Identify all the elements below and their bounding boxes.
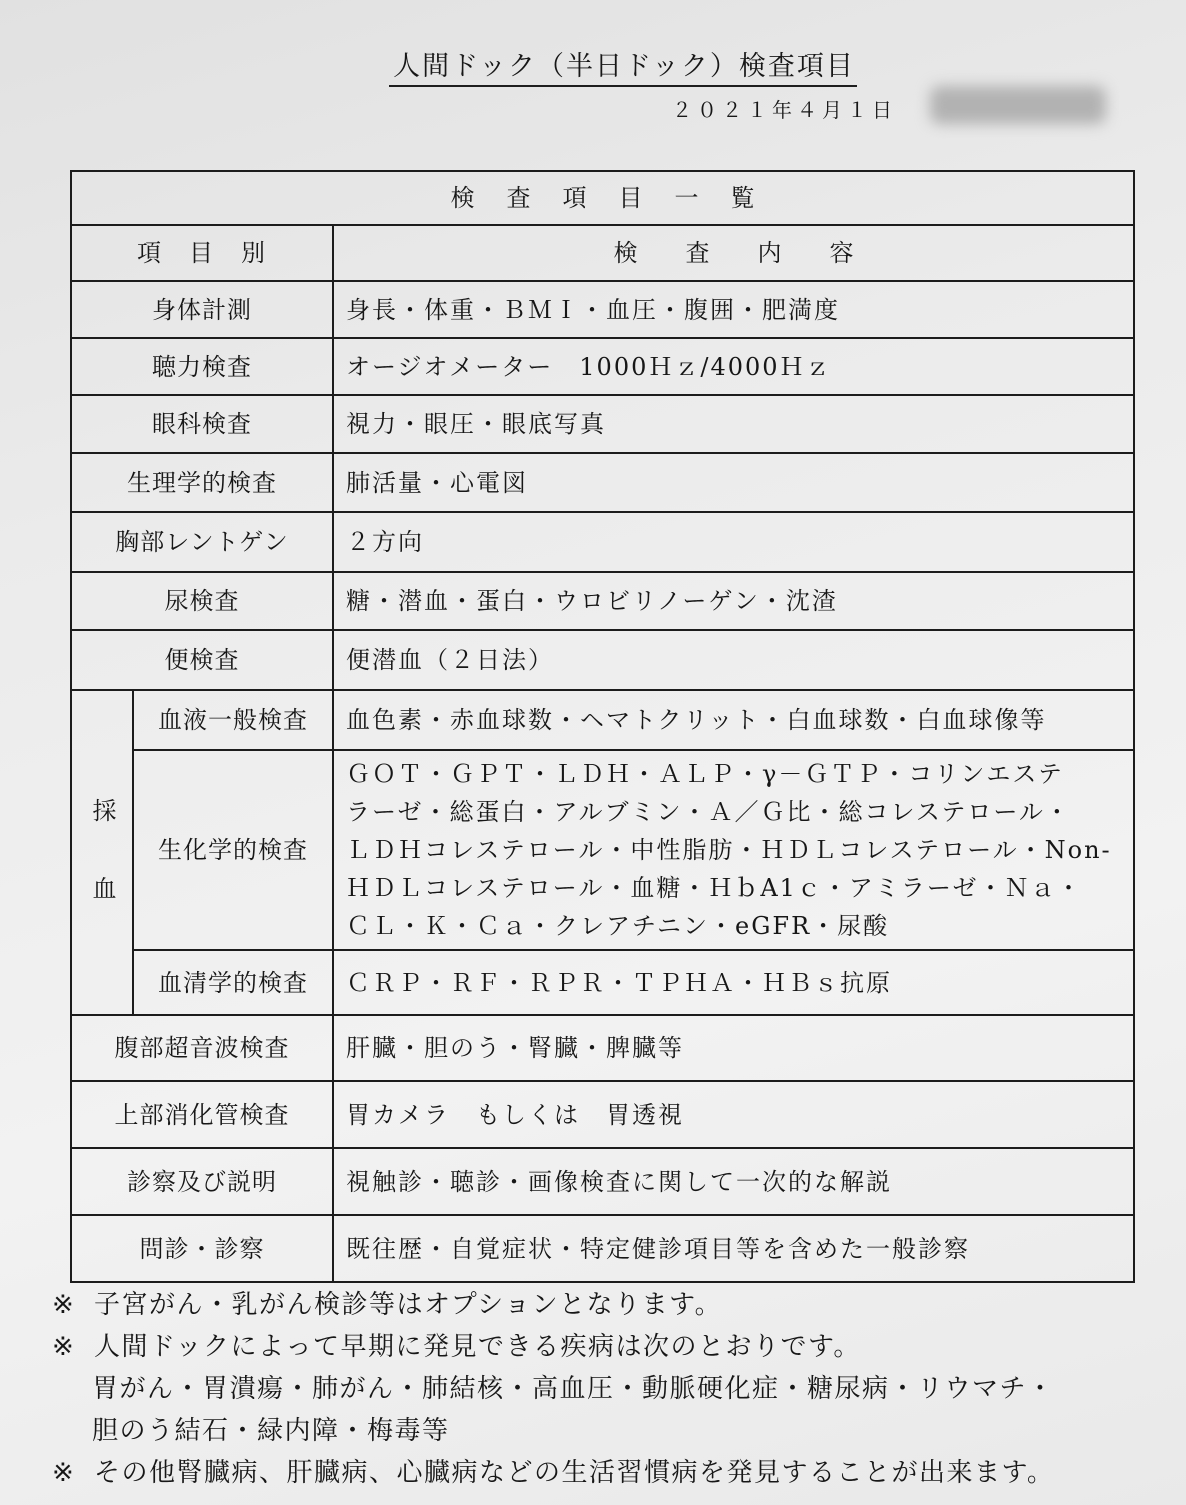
table-header-row <box>71 225 1134 281</box>
table-row-interview <box>71 1215 1134 1282</box>
note-mark: ※ <box>52 1458 74 1488</box>
row-content: 視触診・聴診・画像検査に関して一次的な解説 <box>333 1148 1134 1215</box>
table-row-serology <box>71 950 1134 1015</box>
row-content: ＣＲＰ・ＲＦ・ＲＰＲ・ＴＰＨＡ・ＨＢｓ抗原 <box>333 950 1134 1015</box>
footnote-continuation: 胃がん・胃潰瘍・肺がん・肺結核・高血圧・動脈硬化症・糖尿病・リウマチ・ <box>92 1374 1055 1404</box>
footnote <box>52 1284 1172 1326</box>
document-title: 人間ドック（半日ドック）検査項目 <box>389 51 857 87</box>
content-line: ＧＯＴ・ＧＰＴ・ＬＤＨ・ＡＬＰ・γ－ＧＴＰ・コリンエステ <box>346 760 1064 788</box>
row-content: 視力・眼圧・眼底写真 <box>333 395 1134 453</box>
row-content: 便潜血（２日法） <box>333 630 1134 690</box>
row-label: 尿検査 <box>71 572 333 630</box>
table-row-abdominal-ultrasound <box>71 1015 1134 1081</box>
table-row-eye-exam <box>71 395 1134 453</box>
footnote <box>52 1326 1172 1368</box>
table-row-stool-test <box>71 630 1134 690</box>
row-content: ２方向 <box>333 512 1134 572</box>
note-text: 子宮がん・乳がん検診等はオプションとなります。 <box>94 1290 723 1320</box>
footnotes <box>52 1284 1172 1494</box>
row-content: 胃カメラ もしくは 胃透視 <box>333 1081 1134 1148</box>
table-row-body-measurement <box>71 281 1134 338</box>
blood-sampling-label: 採血 <box>88 798 116 954</box>
table-caption: 検 査 項 目 一 覧 <box>71 171 1134 225</box>
row-content: オージオメーター 1000Ｈｚ/4000Ｈｚ <box>333 338 1134 395</box>
footnote <box>52 1452 1172 1494</box>
note-text: 人間ドックによって早期に発見できる疾病は次のとおりです。 <box>94 1332 861 1362</box>
table-row-hearing-test <box>71 338 1134 395</box>
row-label: 上部消化管検査 <box>71 1081 333 1148</box>
row-label: 身体計測 <box>71 281 333 338</box>
table-row-chest-xray <box>71 512 1134 572</box>
table-row-upper-gi <box>71 1081 1134 1148</box>
row-label: 聴力検査 <box>71 338 333 395</box>
row-label: 腹部超音波検査 <box>71 1015 333 1081</box>
table-caption-row <box>71 171 1134 225</box>
exam-items-table <box>70 170 1135 1283</box>
table-row-urine-test <box>71 572 1134 630</box>
redacted-blur <box>930 86 1106 124</box>
footnote-continuation: 胆のう結石・緑内障・梅毒等 <box>92 1416 450 1446</box>
row-sublabel: 血清学的検査 <box>133 950 333 1015</box>
row-label: 生理学的検査 <box>71 453 333 512</box>
row-content: 肺活量・心電図 <box>333 453 1134 512</box>
row-content: 身長・体重・ＢＭＩ・血圧・腹囲・肥満度 <box>333 281 1134 338</box>
row-content: 肝臓・胆のう・腎臓・脾臓等 <box>333 1015 1134 1081</box>
column-header-content: 検 査 内 容 <box>333 225 1134 281</box>
row-label: 眼科検査 <box>71 395 333 453</box>
note-mark: ※ <box>52 1332 74 1362</box>
row-content: 糖・潜血・蛋白・ウロビリノーゲン・沈渣 <box>333 572 1134 630</box>
content-line: ＣＬ・Ｋ・Ｃａ・クレアチニン・eGFR・尿酸 <box>346 912 890 940</box>
row-label: 便検査 <box>71 630 333 690</box>
blood-sampling-group-cell <box>71 690 133 1015</box>
content-line: ＬＤＨコレステロール・中性脂肪・ＨＤＬコレステロール・Non- <box>346 836 1112 864</box>
table-row-biochemistry <box>71 750 1134 950</box>
table-row-blood-general <box>71 690 1134 750</box>
table-row-examination-explanation <box>71 1148 1134 1215</box>
note-mark: ※ <box>52 1290 74 1320</box>
document-title-wrap <box>60 50 1186 87</box>
row-content: 既往歴・自覚症状・特定健診項目等を含めた一般診察 <box>333 1215 1134 1282</box>
column-header-category: 項 目 別 <box>71 225 333 281</box>
content-line: ラーゼ・総蛋白・アルブミン・Ａ／Ｇ比・総コレステロール・ <box>346 798 1071 826</box>
table-row-physiological-test <box>71 453 1134 512</box>
row-sublabel: 血液一般検査 <box>133 690 333 750</box>
note-text: その他腎臓病、肝臓病、心臓病などの生活習慣病を発見することが出来ます。 <box>94 1458 1055 1488</box>
row-label: 診察及び説明 <box>71 1148 333 1215</box>
row-label: 問診・診察 <box>71 1215 333 1282</box>
row-label: 胸部レントゲン <box>71 512 333 572</box>
document-date: ２０２１年４月１日 <box>672 98 897 122</box>
content-line: ＨＤＬコレステロール・血糖・ＨｂA1ｃ・アミラーゼ・Ｎａ・ <box>346 874 1083 902</box>
row-content: 血色素・赤血球数・ヘマトクリット・白血球数・白血球像等 <box>333 690 1134 750</box>
row-sublabel: 生化学的検査 <box>133 750 333 950</box>
row-content-multiline <box>333 750 1134 950</box>
